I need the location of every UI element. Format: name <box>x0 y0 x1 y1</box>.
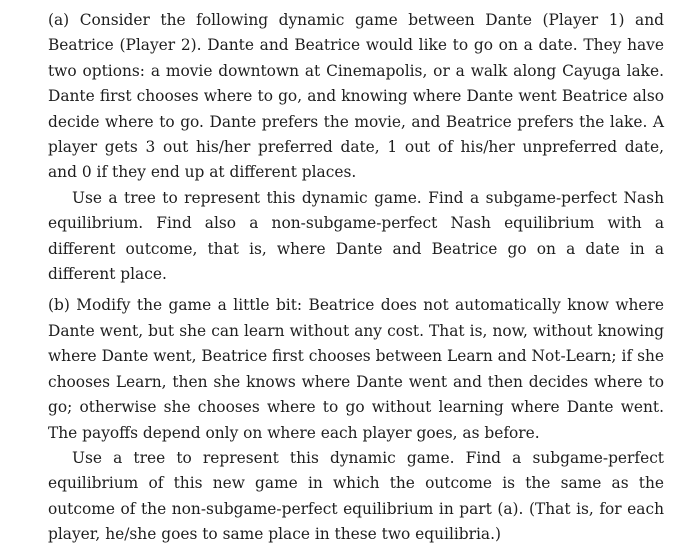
part-a-paragraph-1: (a) Consider the following dynamic game between Dante (Player 1) and Beatrice (Player 2). Dante and Beatrice would like to go on a date. They have two options: a movie downtown at Cinemapolis, or a walk along Cayuga lake. Dante first chooses where to go, and knowing where Dante went Beatrice also decide where to go. Dante prefers the movie, and Beatrice prefers the lake. A player gets 3 out his/her preferred date, 1 out of his/her unpreferred date, and 0 if they end up at different places. <box>48 11 664 182</box>
part-b-paragraph-2: Use a tree to represent this dynamic game. Find a subgame-perfect equilibrium of this new game in which the outcome is the same as the outcome of the non-subgame-perfect equilibrium in part (a). (That is, for each player, he/she goes to same place in these two equilibria.) <box>48 448 664 544</box>
part-a-paragraph-2: Use a tree to represent this dynamic game. Find a subgame-perfect Nash equilibrium. Find also a non-subgame-perfect Nash equilibrium with a different outcome, that is, where Dante and Beatrice go on a date in a different place. <box>48 188 664 284</box>
problem-text <box>48 8 664 548</box>
part-b-paragraph-1: (b) Modify the game a little bit: Beatrice does not automatically know where Dante went, but she can learn without any cost. That is, now, without knowing where Dante went, Beatrice first chooses between Learn and Not-Learn; if she chooses Learn, then she knows where Dante went and then decides where to go; otherwise she chooses where to go without learning where Dante went. The payoffs depend only on where each player goes, as before. <box>48 296 664 442</box>
